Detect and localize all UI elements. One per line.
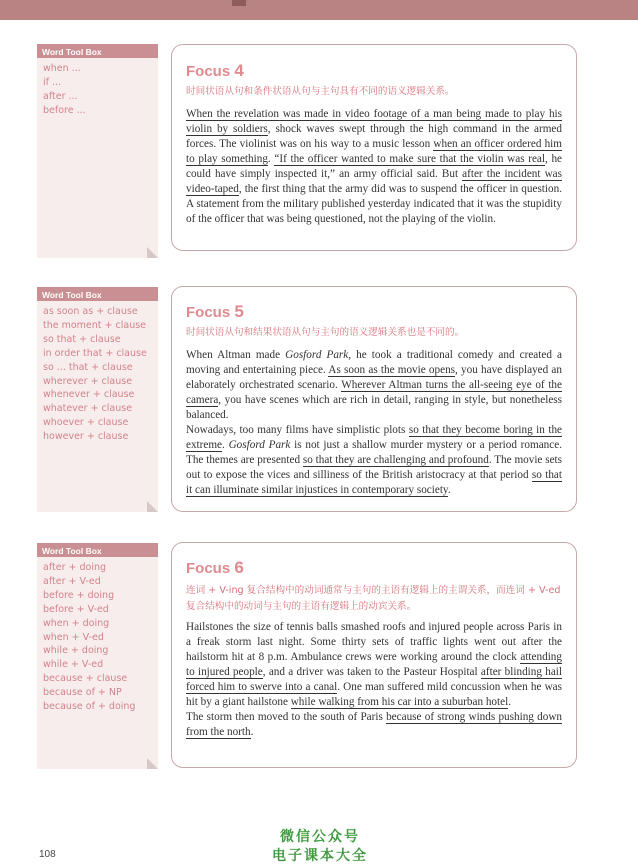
focus-body: [186, 107, 562, 227]
text-run: .: [267, 153, 275, 165]
underlined-clause: because of strong winds pushing down from the north: [186, 711, 562, 738]
list-item: when + V-ed: [43, 631, 104, 643]
focus-note: 连词 + V-ing 复合结构中的动词通常与主句的主语有逻辑上的主谓关系，而连词 + V-ed 复合结构中的动词与主句的主语有逻辑上的动宾关系。: [186, 585, 561, 612]
list-item: because of + NP: [43, 687, 122, 699]
text-run: .: [250, 726, 254, 738]
focus-title: [186, 61, 244, 81]
text-run: , shock waves swept through the high command in the armed forces. The violinist was on his way to a music lesson: [186, 123, 562, 150]
underlined-clause: As soon as the movie opens: [328, 364, 456, 376]
text-run: Nowadays, too many films have simplistic plots: [186, 424, 409, 436]
top-banner-notch: [232, 0, 246, 6]
list-item: so that + clause: [43, 333, 121, 345]
text-run: , you have displayed an elaborately orchestrated scenario.: [186, 364, 562, 391]
focus-number: 4: [234, 61, 244, 80]
list-item: whatever + clause: [43, 403, 133, 415]
focus-note: 时间状语从句和结果状语从句与主句的语义逻辑关系也是不同的。: [186, 327, 465, 338]
focus-label: Focus: [186, 304, 231, 321]
text-run: , the first thing that the army did was to suspend the officer in question. A statement from the military published yesterday indicated that it was the stupidity of the officer that was being questioned, not the playing of the violin.: [186, 183, 562, 225]
focus-number: 5: [234, 302, 244, 321]
focus-number: 6: [234, 558, 244, 577]
text-run: .: [222, 439, 229, 451]
list-item: however + clause: [43, 431, 129, 443]
underlined-clause: attending to injured people: [186, 651, 562, 678]
list-item: when ...: [43, 63, 81, 74]
list-item: the moment + clause: [43, 319, 147, 331]
list-item: when + doing: [43, 617, 110, 629]
text-run: .: [508, 696, 511, 708]
page-number: 108: [39, 849, 56, 860]
text-run: , and a driver was taken to the Pasteur Hospital: [262, 666, 481, 678]
text-run: , he could have simply inspected it,” an army official said. But: [186, 153, 563, 180]
list-item: in order that + clause: [43, 347, 147, 359]
word-tool-box-2: [37, 287, 158, 512]
film-title: Gosford Park: [228, 439, 291, 451]
paragraph: [186, 423, 562, 498]
focus-5-card: [171, 286, 577, 512]
underlined-clause: after blinding hail forced him to swerve into a canal: [186, 666, 563, 693]
paragraph: [186, 107, 562, 227]
text-run: , he took a traditional comedy and created a moving and entertaining piece.: [186, 349, 562, 376]
list-item: because of + doing: [43, 701, 136, 713]
focus-label: Focus: [186, 560, 231, 577]
underlined-clause: “If the officer wanted to make sure that the violin was real: [274, 153, 545, 165]
text-run: Hailstones the size of tennis balls smashed roofs and injured people across Paris in a freak storm last night. Some thirty sets of traffic lights went out after the hailstorm hit at 8 p.m. Ambulance crews were working around the clock: [186, 621, 562, 663]
list-item: because + clause: [43, 673, 128, 685]
list-item: wherever + clause: [43, 375, 133, 387]
list-item: before + V-ed: [43, 603, 109, 615]
page-fold-corner: [147, 758, 158, 769]
focus-6-card: [171, 542, 577, 768]
list-item: whoever + clause: [43, 417, 129, 429]
paragraph: [186, 348, 562, 423]
list-item: after + V-ed: [43, 575, 101, 587]
list-item: before + doing: [43, 589, 115, 601]
focus-4-card: [171, 44, 577, 251]
text-run: .: [447, 484, 451, 496]
underlined-clause: while walking from his car into a suburban hotel: [290, 696, 509, 708]
text-run: The storm then moved to the south of Paris: [186, 711, 387, 723]
list-item: before ...: [43, 104, 86, 116]
list-item: so ... that + clause: [43, 361, 133, 373]
list-item: after + doing: [43, 562, 107, 573]
word-tool-box-3: [37, 543, 158, 769]
top-banner: [0, 0, 638, 20]
film-title: Gosford Park: [285, 349, 349, 361]
paragraph: [186, 620, 562, 710]
page-fold-corner: [147, 247, 158, 258]
list-item: after ...: [43, 90, 78, 102]
text-run: . One man suffered mild concussion when he was hit by a giant hailstone: [186, 681, 563, 708]
focus-body: [186, 620, 562, 740]
underlined-clause: Wherever Altman turns the all-seeing eye of the camera: [186, 379, 562, 406]
underlined-clause: so that they are challenging and profound: [302, 454, 489, 466]
focus-title: [186, 302, 244, 322]
watermark-line-1: 微信公众号: [280, 829, 360, 845]
underlined-clause: so that it can illuminate similar injustices in contemporary society: [186, 469, 562, 496]
list-item: if ...: [43, 76, 62, 88]
word-tool-box-title: Word Tool Box: [37, 543, 158, 557]
page-fold-corner: [147, 501, 158, 512]
focus-body: [186, 348, 562, 498]
text-run: is not just a shallow murder mystery or a period romance. The themes are presented: [186, 439, 562, 466]
word-tool-box-title: Word Tool Box: [37, 44, 158, 58]
underlined-clause: When the revelation was made in video footage of a man being made to play his violin by soldiers: [186, 108, 562, 135]
underlined-clause: when an officer ordered him to play something: [186, 138, 562, 165]
paragraph: [186, 710, 562, 740]
list-item: while + V-ed: [43, 659, 104, 671]
word-tool-box-list: [37, 301, 158, 444]
word-tool-box-list: [37, 58, 158, 118]
underlined-clause: after the incident was video-taped: [186, 168, 562, 195]
underlined-clause: so that they become boring in the extreme: [186, 424, 562, 451]
word-tool-box-title: Word Tool Box: [37, 287, 158, 301]
text-run: When Altman made: [186, 349, 286, 361]
text-run: . The movie sets out to expose the vices and silliness of the British aristocracy at that period: [186, 454, 563, 481]
word-tool-box-list: [37, 557, 158, 714]
focus-label: Focus: [186, 63, 231, 80]
focus-note: 时间状语从句和条件状语从句与主句具有不同的语义逻辑关系。: [186, 86, 455, 97]
text-run: , you have scenes which are rich in detail, ranging in style, but nonetheless balanced.: [186, 394, 562, 421]
word-tool-box-1: [37, 44, 158, 258]
focus-title: [186, 558, 244, 578]
watermark-line-2: 电子课本大全: [272, 848, 368, 864]
list-item: as soon as + clause: [43, 306, 138, 317]
list-item: whenever + clause: [43, 389, 135, 401]
list-item: while + doing: [43, 645, 109, 657]
